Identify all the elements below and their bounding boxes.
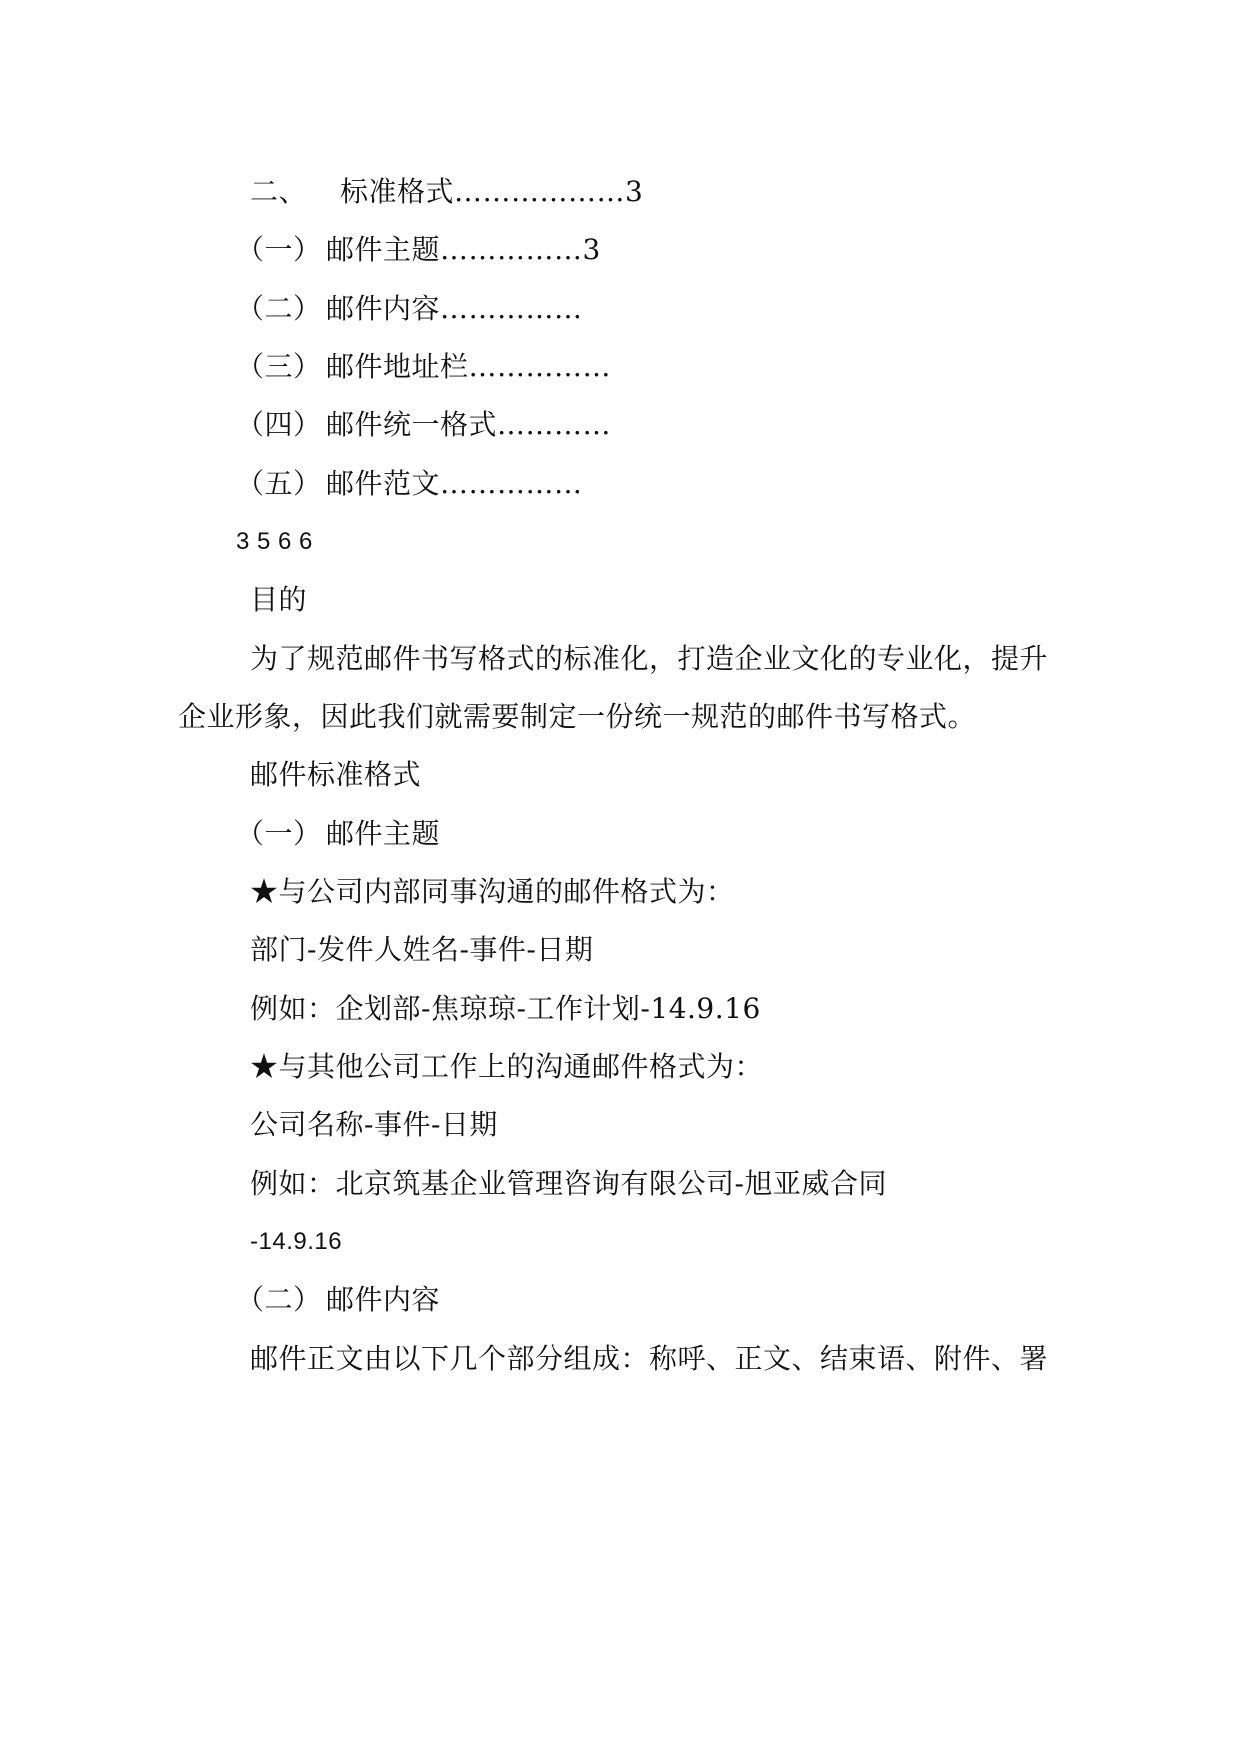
purpose-heading: 目的 xyxy=(250,583,308,616)
internal-example: 例如：企划部-焦琼琼-工作计划-14.9.16 xyxy=(250,992,761,1025)
subject-section-number: （一） xyxy=(236,817,322,850)
toc-item-number: （二） xyxy=(236,292,322,325)
purpose-paragraph-line-2: 企业形象，因此我们就需要制定一份统一规范的邮件书写格式。 xyxy=(178,700,977,733)
toc-item-number: （四） xyxy=(236,408,322,441)
toc-section-2-label: 标准格式………………3 xyxy=(340,175,644,208)
toc-item-number: （三） xyxy=(236,350,322,383)
toc-item-number: （一） xyxy=(236,233,322,266)
subject-section-heading xyxy=(236,814,440,854)
standard-format-heading: 邮件标准格式 xyxy=(250,758,422,791)
internal-format: 部门-发件人姓名-事件-日期 xyxy=(250,933,594,966)
toc-item-5 xyxy=(236,464,583,504)
toc-item-number: （五） xyxy=(236,467,322,500)
internal-rule: ★与公司内部同事沟通的邮件格式为： xyxy=(250,875,735,908)
toc-item-label: 邮件内容…………… xyxy=(326,292,583,325)
subject-section-label: 邮件主题 xyxy=(326,817,441,850)
content-section-heading xyxy=(236,1280,440,1320)
external-format: 公司名称-事件-日期 xyxy=(250,1108,498,1141)
toc-item-2 xyxy=(236,289,583,329)
content-section-number: （二） xyxy=(236,1283,322,1316)
toc-section-2-number: 二、 xyxy=(250,175,308,208)
toc-item-1 xyxy=(236,230,601,270)
purpose-paragraph-line-1: 为了规范邮件书写格式的标准化，打造企业文化的专业化，提升 xyxy=(250,642,1049,675)
toc-item-4 xyxy=(236,405,611,445)
toc-page-numbers: 3 5 6 6 xyxy=(236,528,313,555)
toc-item-label: 邮件主题……………3 xyxy=(326,233,601,266)
external-example: 例如：北京筑基企业管理咨询有限公司-旭亚威合同 xyxy=(250,1167,887,1200)
content-section-label: 邮件内容 xyxy=(326,1283,441,1316)
toc-section-2 xyxy=(250,172,643,212)
external-example-date: -14.9.16 xyxy=(250,1228,343,1255)
toc-item-label: 邮件地址栏…………… xyxy=(326,350,612,383)
toc-item-label: 邮件统一格式………… xyxy=(326,408,612,441)
content-paragraph: 邮件正文由以下几个部分组成：称呼、正文、结束语、附件、署 xyxy=(250,1342,1049,1375)
toc-item-3 xyxy=(236,347,611,387)
toc-item-label: 邮件范文…………… xyxy=(326,467,583,500)
external-rule: ★与其他公司工作上的沟通邮件格式为： xyxy=(250,1050,764,1083)
